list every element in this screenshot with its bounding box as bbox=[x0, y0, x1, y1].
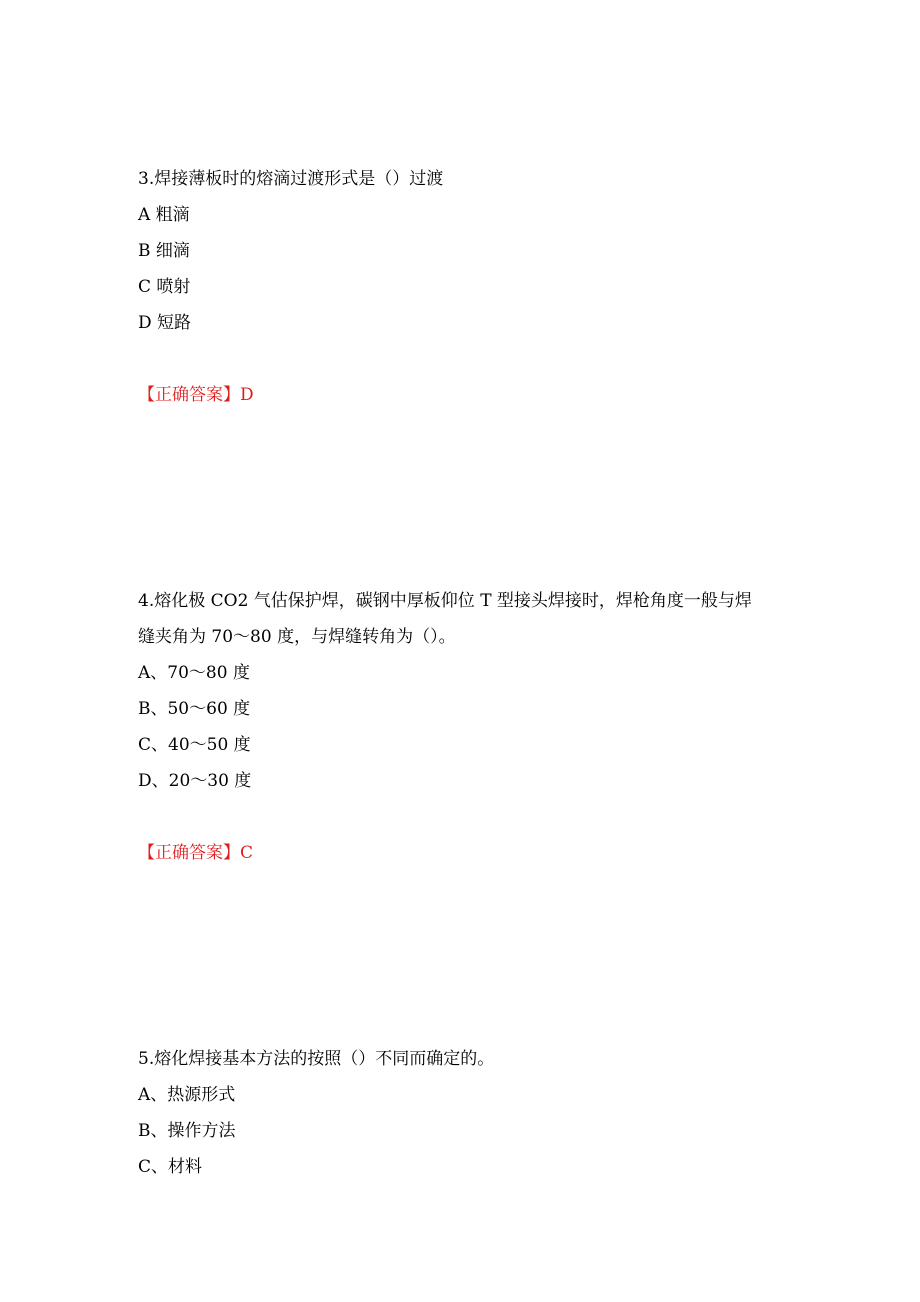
question-3-stem: 3.焊接薄板时的熔滴过渡形式是（）过渡 bbox=[138, 169, 444, 189]
answer-label: 【正确答案】 bbox=[138, 843, 240, 863]
question-3-option-d: D 短路 bbox=[138, 313, 192, 333]
question-5-option-c: C、材料 bbox=[138, 1157, 203, 1177]
question-4-option-d: D、20～30 度 bbox=[138, 771, 252, 791]
question-4-stem-line-1: 4.熔化极 CO2 气估保护焊，碳钢中厚板仰位 T 型接头焊接时，焊枪角度一般与焊 bbox=[138, 591, 752, 611]
question-3-option-c: C 喷射 bbox=[138, 277, 191, 297]
question-5-stem: 5.熔化焊接基本方法的按照（）不同而确定的。 bbox=[138, 1049, 495, 1069]
question-5-option-b: B、操作方法 bbox=[138, 1121, 236, 1141]
question-4-stem-line-2: 缝夹角为 70～80 度，与焊缝转角为（）。 bbox=[138, 627, 456, 647]
answer-value: C bbox=[240, 843, 254, 863]
answer-value: D bbox=[240, 385, 254, 405]
answer-label: 【正确答案】 bbox=[138, 385, 240, 405]
question-5-option-a: A、热源形式 bbox=[138, 1085, 236, 1105]
question-3-option-b: B 细滴 bbox=[138, 241, 190, 261]
question-4-option-a: A、70～80 度 bbox=[138, 663, 250, 683]
question-3-option-a: A 粗滴 bbox=[138, 205, 190, 225]
question-3-answer bbox=[138, 384, 254, 406]
question-4-option-b: B、50～60 度 bbox=[138, 699, 251, 719]
question-4-answer bbox=[138, 842, 253, 864]
question-4-option-c: C、40～50 度 bbox=[138, 735, 251, 755]
